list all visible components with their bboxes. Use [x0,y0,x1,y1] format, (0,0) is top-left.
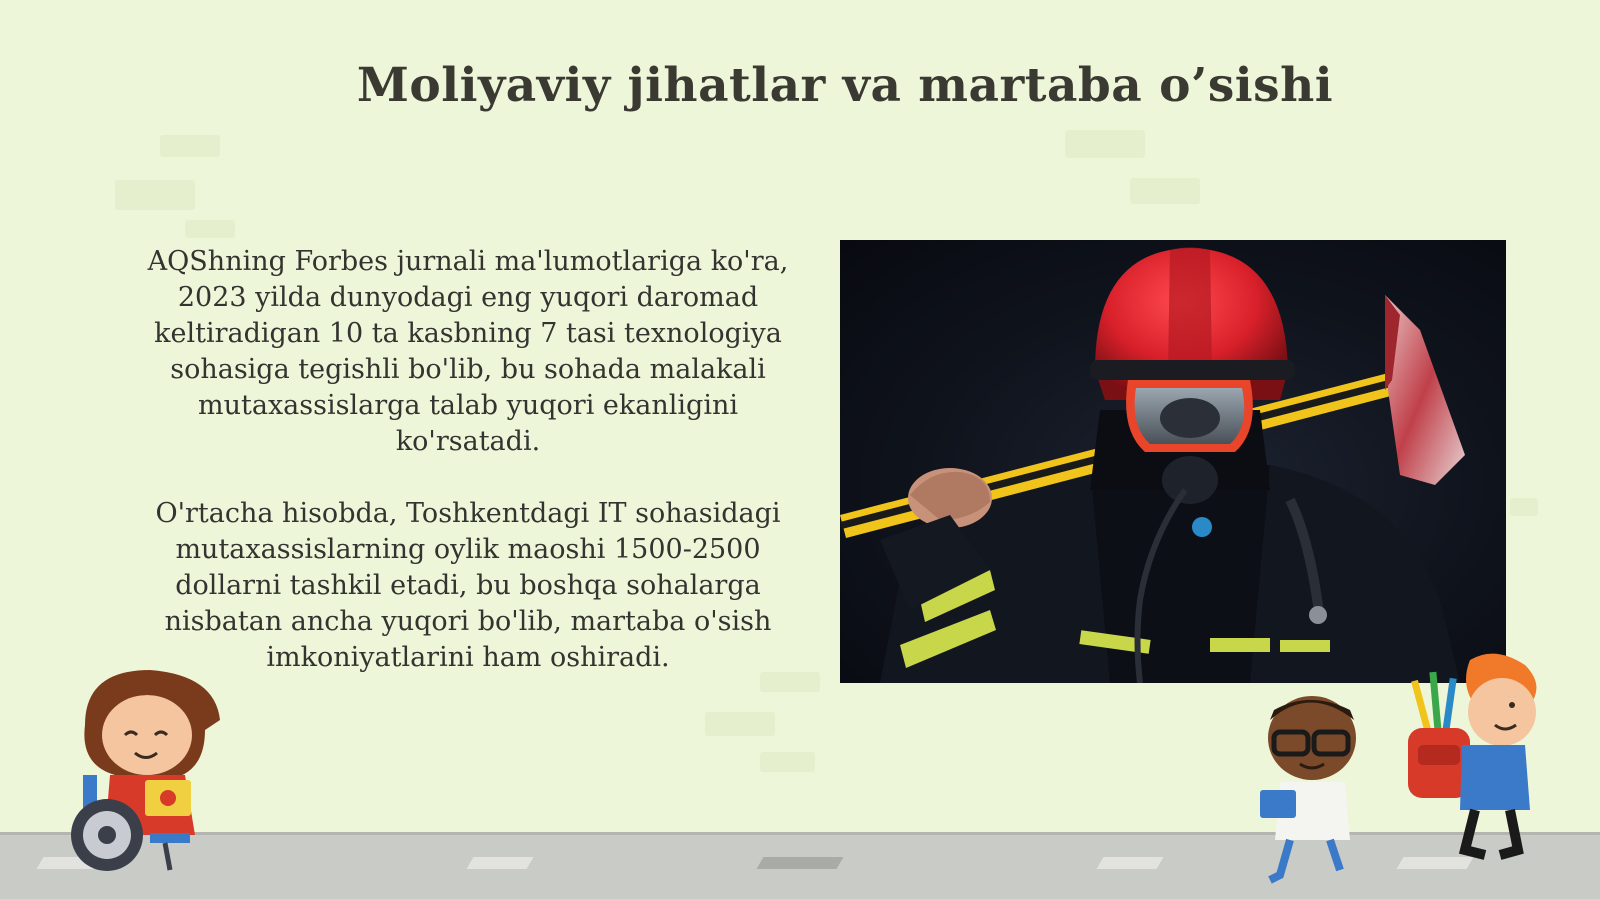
paragraph-salary: O'rtacha hisobda, Toshkentdagi IT sohasidagi mutaxassislarning oylik maoshi 1500-2500 dollarni tashkil etadi, bu boshqa sohalarga nisbatan ancha yuqori bo'lib, martaba o'sish imkoniyatlarini ham oshiradi. [155,498,781,673]
paragraph-forbes: AQShning Forbes jurnali ma'lumotlariga ko'ra, 2023 yilda dunyodagi eng yuqori daromad keltiradigan 10 ta kasbning 7 tasi texnologiya sohasiga tegishli bo'lib, bu sohada malakali mutaxassislarga talab yuqori ekanligini ko'rsatadi. [147,246,789,457]
background-patch [160,135,220,157]
firefighter-photo [840,240,1506,683]
background-patch [1065,130,1145,158]
background-patch [1510,498,1538,516]
body-text [130,244,806,712]
road-dash [1097,857,1164,869]
background-patch [1130,178,1200,204]
girl-in-wheelchair-illustration [55,665,235,885]
road-dash [757,857,844,869]
road-dash [467,857,534,869]
background-patch [705,712,775,736]
firefighter-illustration [840,240,1506,683]
background-patch [115,180,195,210]
slide-title: Moliyaviy jihatlar va martaba o’sishi [356,58,1334,113]
background-patch [760,752,815,772]
boy-with-backpack-illustration [1400,650,1550,880]
boy-with-glasses-and-book-illustration [1250,690,1380,885]
background-patch [185,220,235,238]
